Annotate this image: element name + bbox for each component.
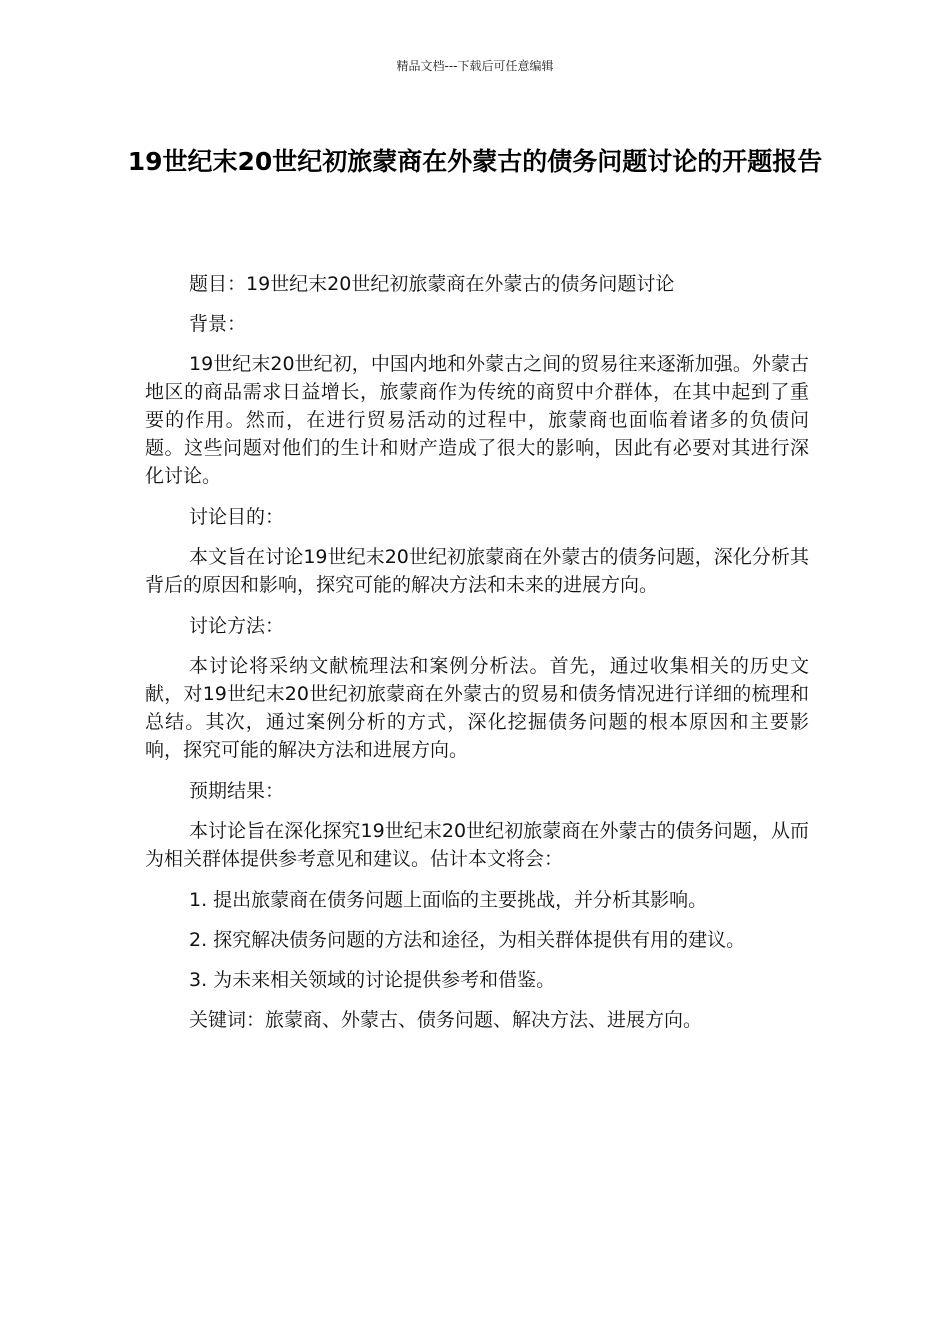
document-body [145, 270, 809, 1046]
method-paragraph: 本讨论将采纳文献梳理法和案例分析法。首先，通过收集相关的历史文献，对19世纪末20世纪初旅蒙商在外蒙古的贸易和债务情况进行详细的梳理和总结。其次，通过案例分析的方式，深化挖掘债务问题的根本原因和主要影响，探究可能的解决方法和进展方向。 [145, 655, 809, 761]
background-paragraph: 19世纪末20世纪初，中国内地和外蒙古之间的贸易往来逐渐加强。外蒙古地区的商品需求日益增长，旅蒙商作为传统的商贸中介群体，在其中起到了重要的作用。然而，在进行贸易活动的过程中，旅蒙商也面临着诸多的负债问题。这些问题对他们的生计和财产造成了很大的影响，因此有必要对其进行深化讨论。 [145, 353, 809, 487]
purpose-paragraph: 本文旨在讨论19世纪末20世纪初旅蒙商在外蒙古的债务问题，深化分析其背后的原因和影响，探究可能的解决方法和未来的进展方向。 [145, 546, 809, 596]
background-heading: 背景： [189, 313, 247, 335]
topic-line: 题目：19世纪末20世纪初旅蒙商在外蒙古的债务问题讨论 [189, 273, 675, 295]
method-heading: 讨论方法： [189, 615, 285, 637]
keywords-line: 关键词：旅蒙商、外蒙古、债务问题、解决方法、进展方向。 [189, 1009, 703, 1031]
document-title: 19世纪末20世纪初旅蒙商在外蒙古的债务问题讨论的开题报告 [127, 147, 823, 176]
header-note: 精品文档---下载后可任意编辑 [396, 59, 554, 73]
results-item: 1. 提出旅蒙商在债务问题上面临的主要挑战，并分析其影响。 [189, 889, 708, 911]
results-heading: 预期结果： [189, 780, 285, 802]
purpose-heading: 讨论目的： [189, 506, 285, 528]
results-item: 3. 为未来相关领域的讨论提供参考和借鉴。 [189, 969, 556, 991]
results-item: 2. 探究解决债务问题的方法和途径，为相关群体提供有用的建议。 [189, 929, 746, 951]
results-paragraph: 本讨论旨在深化探究19世纪末20世纪初旅蒙商在外蒙古的债务问题，从而为相关群体提供参考意见和建议。估计本文将会： [145, 820, 809, 870]
